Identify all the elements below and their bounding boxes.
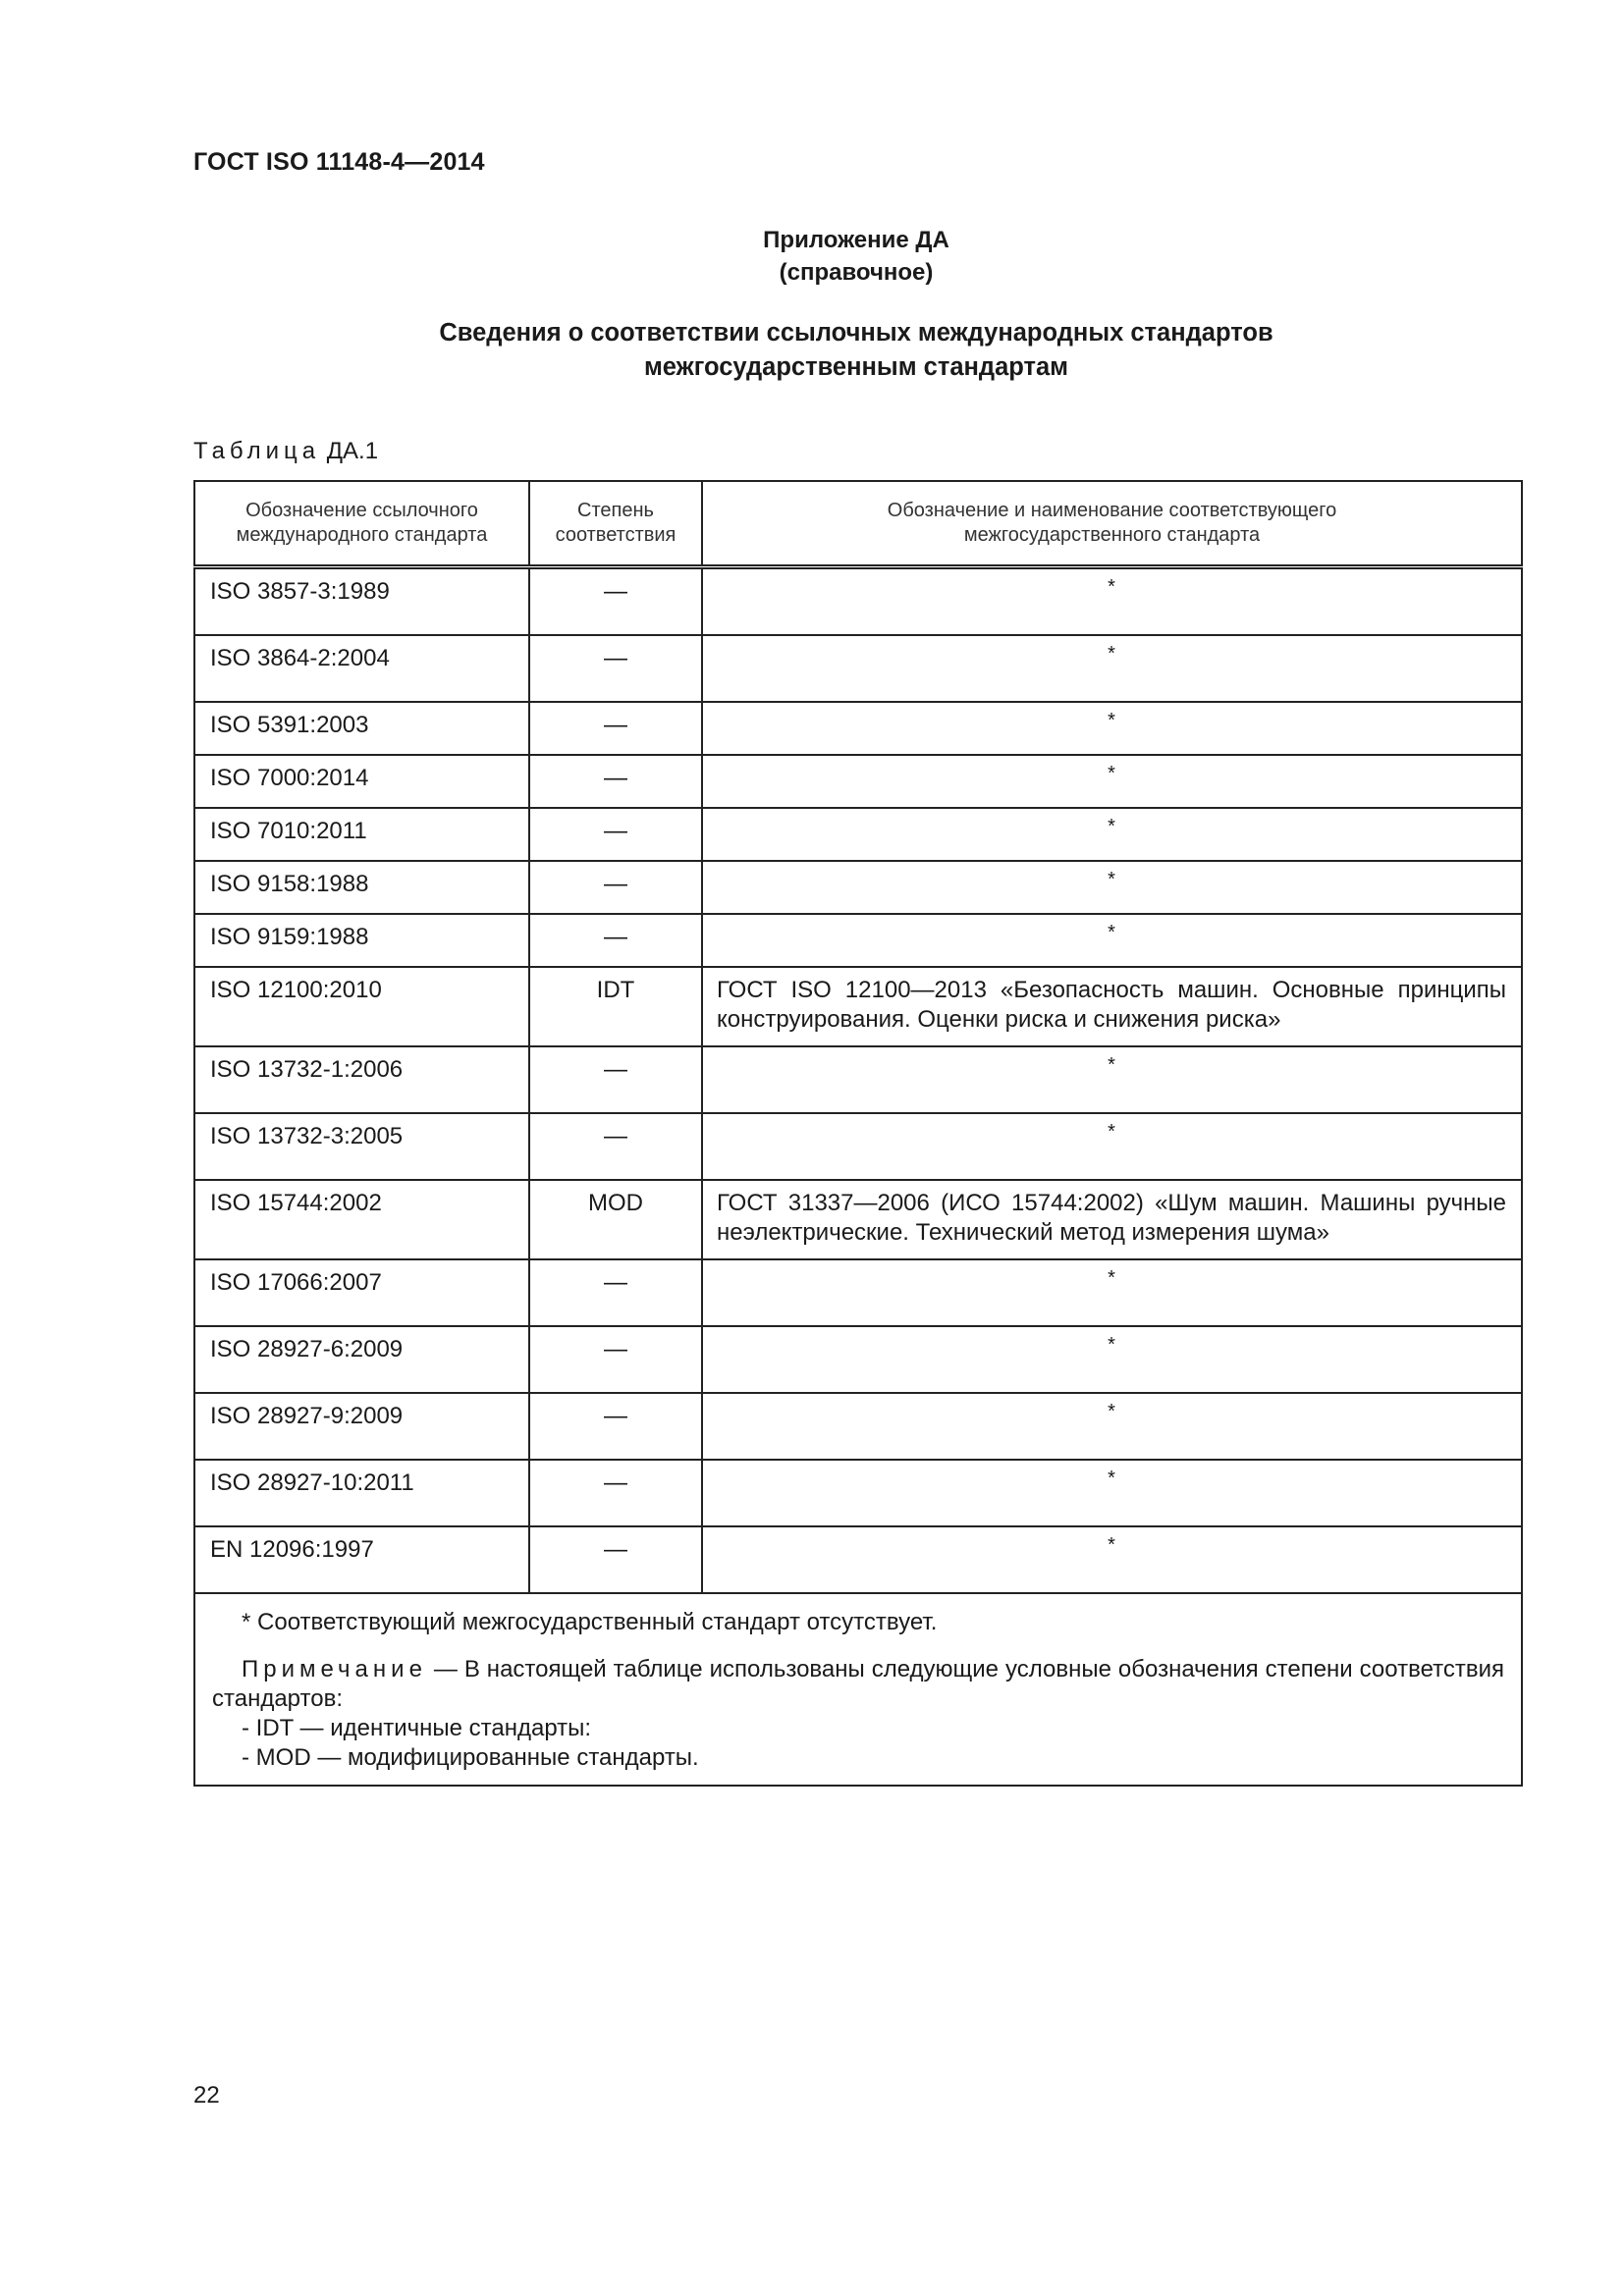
cell-degree: MOD	[529, 1180, 702, 1259]
table-caption-word: Таблица	[193, 438, 321, 464]
table-header-row	[194, 481, 1522, 567]
cell-degree: —	[529, 755, 702, 808]
annex-title-line-2: межгосударственным стандартам	[643, 353, 1069, 381]
table-row	[194, 861, 1522, 914]
cell-code: EN 12096:1997	[194, 1526, 529, 1593]
cell-degree: —	[529, 702, 702, 755]
table-row	[194, 808, 1522, 861]
header-interstate-standard: Обозначение и наименование соответствующего межгосударственного стандарта	[702, 481, 1522, 567]
cell-name: *	[702, 808, 1522, 861]
cell-degree: —	[529, 1259, 702, 1326]
table-row	[194, 1526, 1522, 1593]
table-row	[194, 567, 1522, 636]
table-row	[194, 967, 1522, 1046]
cell-degree: —	[529, 567, 702, 636]
cell-name: *	[702, 1046, 1522, 1113]
cell-name: *	[702, 635, 1522, 702]
annex-title-line-1: Сведения о соответствии ссылочных международных стандартов	[439, 319, 1273, 347]
cell-code: ISO 9158:1988	[194, 861, 529, 914]
table-row	[194, 1046, 1522, 1113]
cell-name: *	[702, 1526, 1522, 1593]
cell-code: ISO 12100:2010	[194, 967, 529, 1046]
page-number: 22	[193, 2082, 220, 2109]
table-row	[194, 1259, 1522, 1326]
table-caption	[193, 438, 378, 465]
cell-degree: —	[529, 861, 702, 914]
document-code: ГОСТ ISO 11148-4—2014	[193, 148, 485, 176]
cell-code: ISO 9159:1988	[194, 914, 529, 967]
cell-name: *	[702, 1113, 1522, 1180]
cell-name: *	[702, 914, 1522, 967]
cell-code: ISO 7010:2011	[194, 808, 529, 861]
cell-name: *	[702, 567, 1522, 636]
table-row	[194, 1113, 1522, 1180]
cell-name: ГОСТ 31337—2006 (ИСО 15744:2002) «Шум машин. Машины ручные неэлектрические. Технический метод измерения шума»	[702, 1180, 1522, 1259]
cell-name: *	[702, 861, 1522, 914]
cell-degree: —	[529, 1526, 702, 1593]
header-international-standard: Обозначение ссылочного международного стандарта	[194, 481, 529, 567]
cell-code: ISO 7000:2014	[194, 755, 529, 808]
cell-code: ISO 3864-2:2004	[194, 635, 529, 702]
cell-degree: —	[529, 635, 702, 702]
table-note	[212, 1655, 1504, 1714]
cell-name: *	[702, 702, 1522, 755]
table-row	[194, 702, 1522, 755]
cell-code: ISO 13732-1:2006	[194, 1046, 529, 1113]
cell-code: ISO 3857-3:1989	[194, 567, 529, 636]
cell-degree: —	[529, 808, 702, 861]
table-row	[194, 1460, 1522, 1526]
table-row	[194, 635, 1522, 702]
table-footnote: * Соответствующий межгосударственный стандарт отсутствует.	[242, 1609, 938, 1635]
cell-degree: —	[529, 1113, 702, 1180]
cell-code: ISO 13732-3:2005	[194, 1113, 529, 1180]
note-text: — В настоящей таблице использованы следующие условные обозначения степени соответствия стандартов:	[212, 1656, 1504, 1712]
table-caption-number: ДА.1	[326, 438, 379, 464]
annex-label: Приложение ДА	[763, 227, 949, 253]
header-degree: Степень соответствия	[529, 481, 702, 567]
cell-degree: IDT	[529, 967, 702, 1046]
cell-code: ISO 28927-10:2011	[194, 1460, 529, 1526]
note-item-idt: - IDT — идентичные стандарты:	[242, 1715, 592, 1741]
note-word: Примечание	[242, 1656, 427, 1682]
cell-degree: —	[529, 1393, 702, 1460]
annex-title	[0, 316, 1624, 385]
cell-degree: —	[529, 1046, 702, 1113]
cell-degree: —	[529, 914, 702, 967]
cell-name: *	[702, 1393, 1522, 1460]
table-row	[194, 914, 1522, 967]
cell-name: ГОСТ ISO 12100—2013 «Безопасность машин. Основные принципы конструирования. Оценки риска и снижения риска»	[702, 967, 1522, 1046]
annex-kind: (справочное)	[779, 259, 934, 286]
annex-heading	[0, 224, 1624, 289]
table-row	[194, 1393, 1522, 1460]
cell-name: *	[702, 1326, 1522, 1393]
cell-name: *	[702, 755, 1522, 808]
table-row	[194, 1326, 1522, 1393]
table-notes-row	[194, 1593, 1522, 1786]
cell-code: ISO 17066:2007	[194, 1259, 529, 1326]
cell-code: ISO 28927-9:2009	[194, 1393, 529, 1460]
note-item-mod: - MOD — модифицированные стандарты.	[242, 1744, 699, 1771]
table-notes	[194, 1593, 1522, 1786]
cell-degree: —	[529, 1326, 702, 1393]
table-row	[194, 755, 1522, 808]
cell-degree: —	[529, 1460, 702, 1526]
cell-name: *	[702, 1460, 1522, 1526]
cell-name: *	[702, 1259, 1522, 1326]
table-row	[194, 1180, 1522, 1259]
cell-code: ISO 15744:2002	[194, 1180, 529, 1259]
cell-code: ISO 28927-6:2009	[194, 1326, 529, 1393]
correspondence-table	[193, 480, 1523, 1787]
cell-code: ISO 5391:2003	[194, 702, 529, 755]
